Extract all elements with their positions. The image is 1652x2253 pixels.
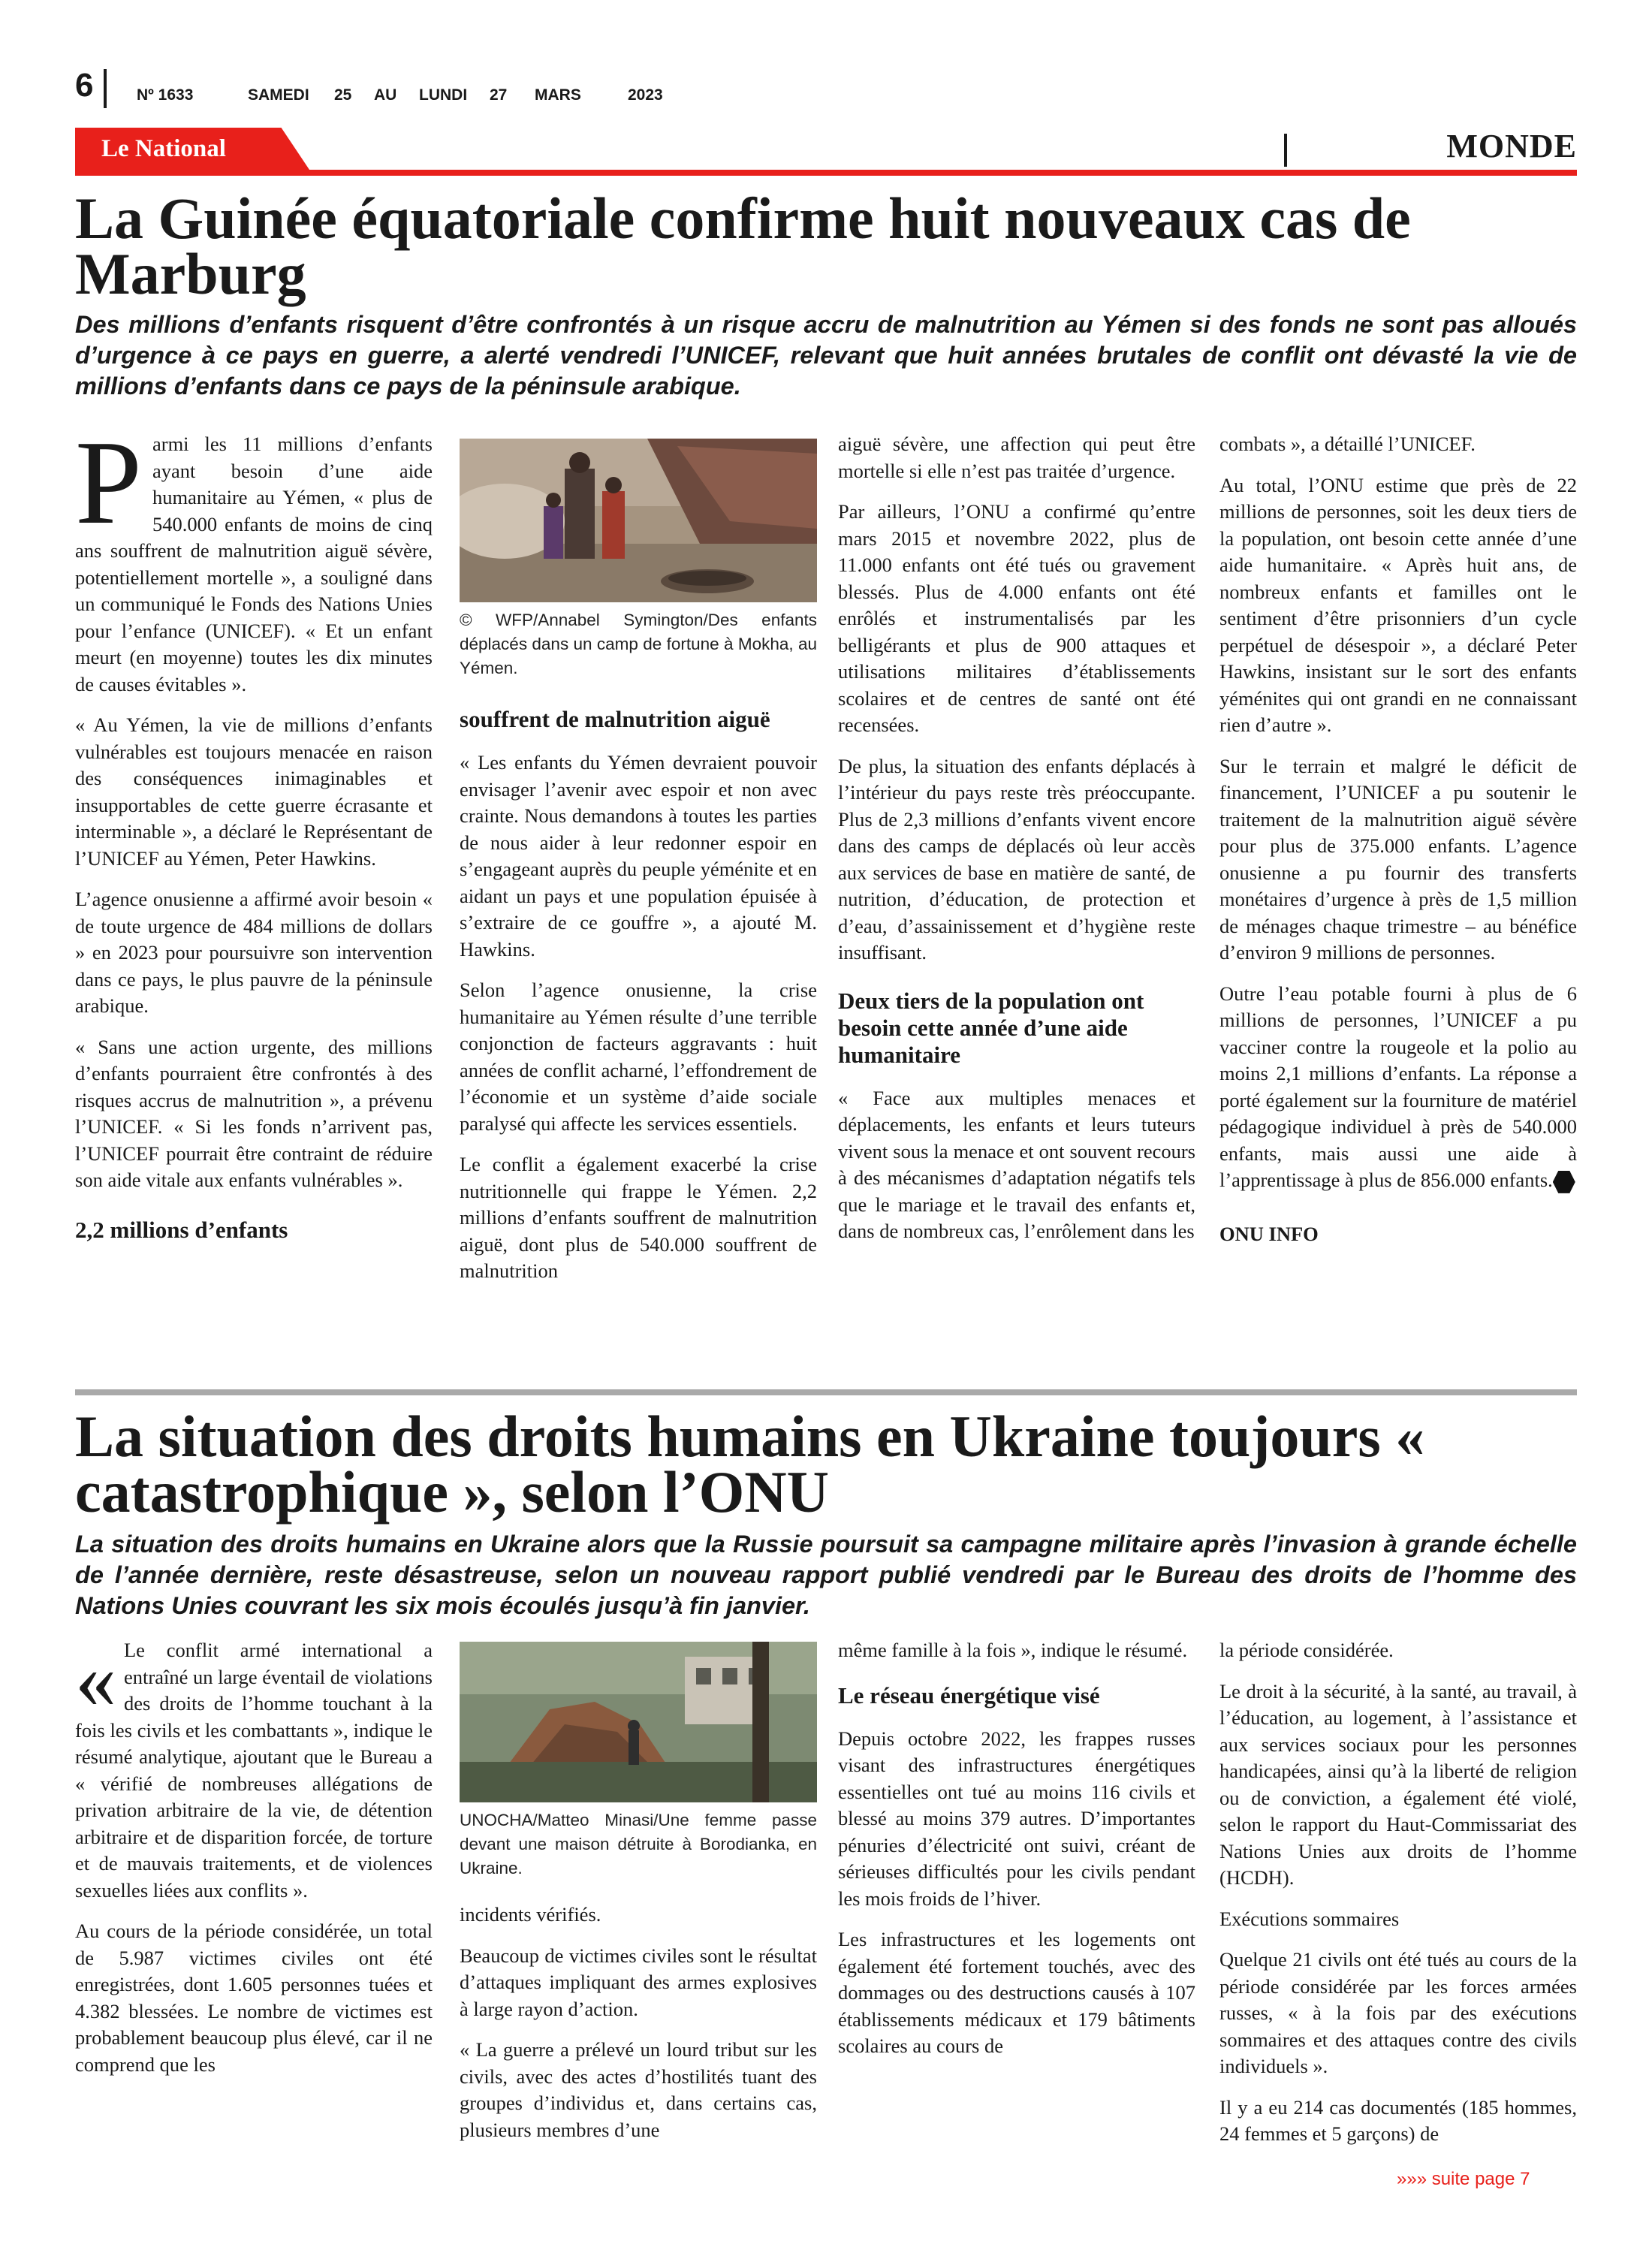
article1-headline: La Guinée équatoriale confirme huit nouveaux cas de Marburg — [75, 185, 1411, 306]
article2-col3-paragraph: Depuis octobre 2022, les frappes russes visant des infrastructures énergétiques essentielles ont tué au moins 116 civils et blessé au moins 379 autres. D’importantes pénuries d’électricité ont suivi, créant de sérieuses difficultés pour les civils pendant les mois froids de l’hiver. — [838, 1727, 1195, 1910]
article1-col1-paragraph: L’agence onusienne a affirmé avoir besoin « de toute urgence de 484 millions de dollars » en 2023 pour poursuivre son intervention dans ce pays, le plus pauvre de la péninsule arabique. — [75, 888, 433, 1017]
brand-name: Le National — [101, 135, 226, 162]
article1-col2-paragraph: Selon l’agence onusienne, la crise humanitaire au Yémen résulte d’une terrible conjonction de facteurs aggravants : huit années de conflit acharné, l’effondrement de l’économie et un système d’aide sociale paralysé qui affecte les services essentiels. — [460, 979, 817, 1135]
article2-column-3 — [838, 1637, 1195, 2074]
article2-col1-paragraph: « Le conflit armé international a entraîné un large éventail de violations des droits de l’homme touchant à la fois les civils et les combattants », indique le résumé analytique, ajoutant que le Bureau a « vérifié de nombreuses allégations de privation arbitraire de la vie, de détention arbitraire et de disparition forcée, de torture et de mauvais traitements, et de violences sexuelles liées aux conflits ». — [75, 1633, 433, 1902]
article1-col2-paragraph: « Les enfants du Yémen devraient pouvoir envisager l’avenir avec espoir et non avec crainte. Nous demandons à toutes les parties de nous aider à leur redonner espoir en s’engageant auprès du peuple yéménite et en aidant un pays et une population épuisée à s’extraire de ce gouffre », a ajouté M. Hawkins. — [460, 751, 817, 961]
section-label: MONDE — [1446, 128, 1577, 164]
article1-column-1 — [75, 415, 433, 1260]
article2-col2-paragraph: « La guerre a prélevé un lourd tribut sur les civils, avec des actes d’hostilités tuant des groupes d’individus et, dans certains cas, plusieurs membres d’une — [460, 2038, 817, 2141]
issue-number: Nº 1633 — [137, 86, 194, 104]
article1-col3-paragraph: De plus, la situation des enfants déplacés à l’intérieur du pays reste très préoccupante. Plus de 2,3 millions d’enfants vivent encore dans des camps de déplacés où leur accès aux services de base en matière de santé, de nutrition, d’éducation, de protection et d’eau, d’assainissement et d’hygiène reste insuffisant. — [838, 754, 1195, 964]
article1-standfirst: Des millions d’enfants risquent d’être confrontés à un risque accru de malnutrition au Yémen si des fonds ne sont pas alloués d’urgence à ce pays en guerre, a alerté vendredi l’UNICEF, relevant que huit années brutales de conflit ont dévasté la vie de millions d’enfants dans ce pays de la péninsule arabique. — [75, 311, 1577, 400]
end-of-article-icon — [1553, 1171, 1575, 1193]
article1-subhead-2: souffrent de malnutrition aiguë — [460, 706, 770, 732]
article1-col3-paragraph: « Face aux multiples menaces et déplacements, les enfants et leurs tuteurs vivent sous la menace et ont souvent recours à des mécanismes d’adaptation négatifs tels que le mariage et le travail des enfants et, dans de nombreux cas, l’enrôlement dans les — [838, 1086, 1195, 1242]
article1-col4-paragraph: Outre l’eau potable fourni à plus de 6 millions de personnes, l’UNICEF a pu vacciner contre la rougeole et la polio au moins 2,1 millions d’enfants. La réponse a porté également sur la fourniture de matériel pédagogique individuel à près de 540.000 enfants, mais aussi une aide à l’apprentissage à plus de 856.000 enfants. — [1219, 981, 1577, 1194]
date-day-start: 25 — [334, 86, 352, 104]
article2-col4-paragraph: la période considérée. — [1219, 1639, 1394, 1661]
date-weekday-start: SAMEDI — [248, 86, 309, 104]
date-year: 2023 — [628, 86, 663, 104]
page-number-separator — [104, 69, 107, 108]
article2-photo — [460, 1642, 817, 1802]
article1-photo-caption: © WFP/Annabel Symington/Des enfants déplacés dans un camp de fortune à Mokha, au Yémen. — [460, 611, 817, 677]
ukraine-destroyed-house-photo — [460, 1642, 817, 1802]
page-number: 6 — [75, 67, 94, 104]
article2-photo-caption: UNOCHA/Matteo Minasi/Une femme passe devant une maison détruite à Borodianka, en Ukraine. — [460, 1811, 817, 1878]
article2-col4-paragraph: Il y a eu 214 cas documentés (185 hommes, 24 femmes et 5 garçons) de — [1219, 2095, 1577, 2145]
article2-col1-paragraph: Au cours de la période considérée, un total de 5.987 victimes civiles ont été enregistrées, dont 1.605 personnes tuées et 4.382 blessées. Le nombre de victimes est probablement beaucoup plus élevé, car il ne comprend que les — [75, 1920, 433, 2076]
article1-photo — [460, 439, 817, 602]
article2-col4-paragraph: Le droit à la sécurité, à la santé, au travail, à l’éducation, au logement, à l’assistance et aux services sociaux pour les personnes handicapées, ainsi qu’à la liberté de religion ou de conviction, a également été violé, selon le rapport du Haut-Commissariat des Nations Unies aux droits de l’homme (HCDH). — [1219, 1679, 1577, 1889]
article1-dropcap: P — [75, 415, 142, 549]
article2-col4-paragraph: Quelque 21 civils ont été tués au cours de la période considérée par les forces armées russes, « à la fois par des exécutions sommaires et des attaques contre des civils individuels ». — [1219, 1948, 1577, 2077]
article2-column-2 — [460, 1642, 817, 2158]
date-day-end: 27 — [490, 86, 508, 104]
article2-headline: La situation des droits humains en Ukraine toujours « catastrophique », selon l’ONU — [75, 1404, 1425, 1525]
article1-col2-paragraph: Le conflit a également exacerbé la crise nutritionnelle qui frappe le Yémen. 2,2 millions d’enfants souffrent de malnutrition aiguë, dont plus de 540.000 souffrent de malnutrition — [460, 1153, 817, 1282]
section-separator — [1284, 134, 1287, 167]
header-rule — [75, 170, 1577, 176]
article1-col1-paragraph: « Sans une action urgente, des millions d’enfants pourraient être confrontés à des risques accrus de malnutrition », a prévenu l’UNICEF. « Si les fonds n’arrivent pas, l’UNICEF pourrait être contraint de réduire son aide vitale aux enfants vulnérables ». — [75, 1035, 433, 1191]
article1-col4-paragraph: Au total, l’ONU estime que près de 22 millions de personnes, soit les deux tiers de la population, ont besoin cette année d’une aide humanitaire. « Après huit ans, de nombreux enfants et familles ont le sentiment d’être prisonniers d’un cycle perpétuel de désespoir », a déclaré Peter Hawkins, insistant sur le sort des enfants yéménites qui ont grandi en ne connaissant rien d’autre ». — [1219, 473, 1577, 736]
article-separator — [75, 1389, 1577, 1395]
article1-column-2 — [460, 439, 817, 1299]
article1-signature: ONU INFO — [1219, 1222, 1319, 1245]
article2-standfirst: La situation des droits humains en Ukraine alors que la Russie poursuit sa campagne militaire après l’invasion à grande échelle de l’année dernière, reste désastreuse, selon un nouveau rapport publié vendredi par le Bureau des droits de l’homme des Nations Unies couvrant les six mois écoulés jusqu’à fin janvier. — [75, 1531, 1577, 1619]
continued-on-page: »»» suite page 7 — [1397, 2169, 1530, 2189]
date-weekday-end: LUNDI — [419, 86, 468, 104]
date-connector: AU — [374, 86, 397, 104]
article1-col3-paragraph: Par ailleurs, l’ONU a confirmé qu’entre mars 2015 et novembre 2022, plus de 11.000 enfants ont été tués ou gravement blessés. Plus de 4.000 enfants ont été enrôlés et instrumentalisés par les belligérants et plus de 900 attaques et utilisations militaires d’établissements scolaires et de centres de santé ont été recensées. — [838, 500, 1195, 736]
article2-col2-paragraph: Beaucoup de victimes civiles sont le résultat d’attaques impliquant des armes explosives à large rayon d’action. — [460, 1944, 817, 2020]
article2-col2-paragraph: incidents vérifiés. — [460, 1903, 601, 1926]
article1-col1-paragraph: « Au Yémen, la vie de millions d’enfants vulnérables est toujours menacée en raison des conséquences inimaginables et insupportables de cette guerre écrasante et interminable », a déclaré le Représentant de l’UNICEF au Yémen, Peter Hawkins. — [75, 713, 433, 870]
article2-col3-paragraph: Les infrastructures et les logements ont également été fortement touchés, avec des dommages ou des destructions causés à 107 établissements médicaux et 179 bâtiments scolaires au cours de — [838, 1928, 1195, 2057]
article1-col4-paragraph: Sur le terrain et malgré le déficit de financement, l’UNICEF a pu soutenir le traitement de la malnutrition aiguë sévère pour plus de 375.000 enfants. L’agence onusienne a pu fournir des transferts monétaires d’urgence à près de 1,5 million de ménages chaque trimestre – au bénéfice d’environ 9 millions de personnes. — [1219, 754, 1577, 964]
yemen-camp-photo — [460, 439, 817, 602]
article2-column-4 — [1219, 1637, 1577, 2162]
article1-column-3 — [838, 431, 1195, 1259]
article1-col4-paragraph: combats », a détaillé l’UNICEF. — [1219, 433, 1476, 455]
article1-subhead-1: 2,2 millions d’enfants — [75, 1216, 288, 1243]
article1-subhead-3: Deux tiers de la population ont besoin cette année d’une aide humanitaire — [838, 987, 1144, 1068]
article1-col1-paragraph: Parmi les 11 millions d’enfants ayant besoin d’une aide humanitaire au Yémen, « plus de 540.000 enfants de moins de cinq ans souffrent de malnutrition aiguë sévère, potentiellement mortelle », a souligné dans un communiqué le Fonds des Nations Unies pour l’enfance (UNICEF). « Et un enfant meurt (en moyenne) toutes les dix minutes de causes évitables ». — [75, 415, 433, 695]
article2-col3-paragraph: même famille à la fois », indique le résumé. — [838, 1639, 1188, 1661]
article1-col3-paragraph: aiguë sévère, une affection qui peut être mortelle si elle n’est pas traitée d’urgence. — [838, 433, 1195, 482]
article1-column-4 — [1219, 431, 1577, 1247]
article2-column-1 — [75, 1633, 433, 2092]
date-month: MARS — [535, 86, 581, 104]
article2-subhead-1: Le réseau énergétique visé — [838, 1681, 1100, 1709]
article2-dropquote: « — [75, 1633, 116, 1725]
article2-col4-subhead: Exécutions sommaires — [1219, 1907, 1400, 1930]
